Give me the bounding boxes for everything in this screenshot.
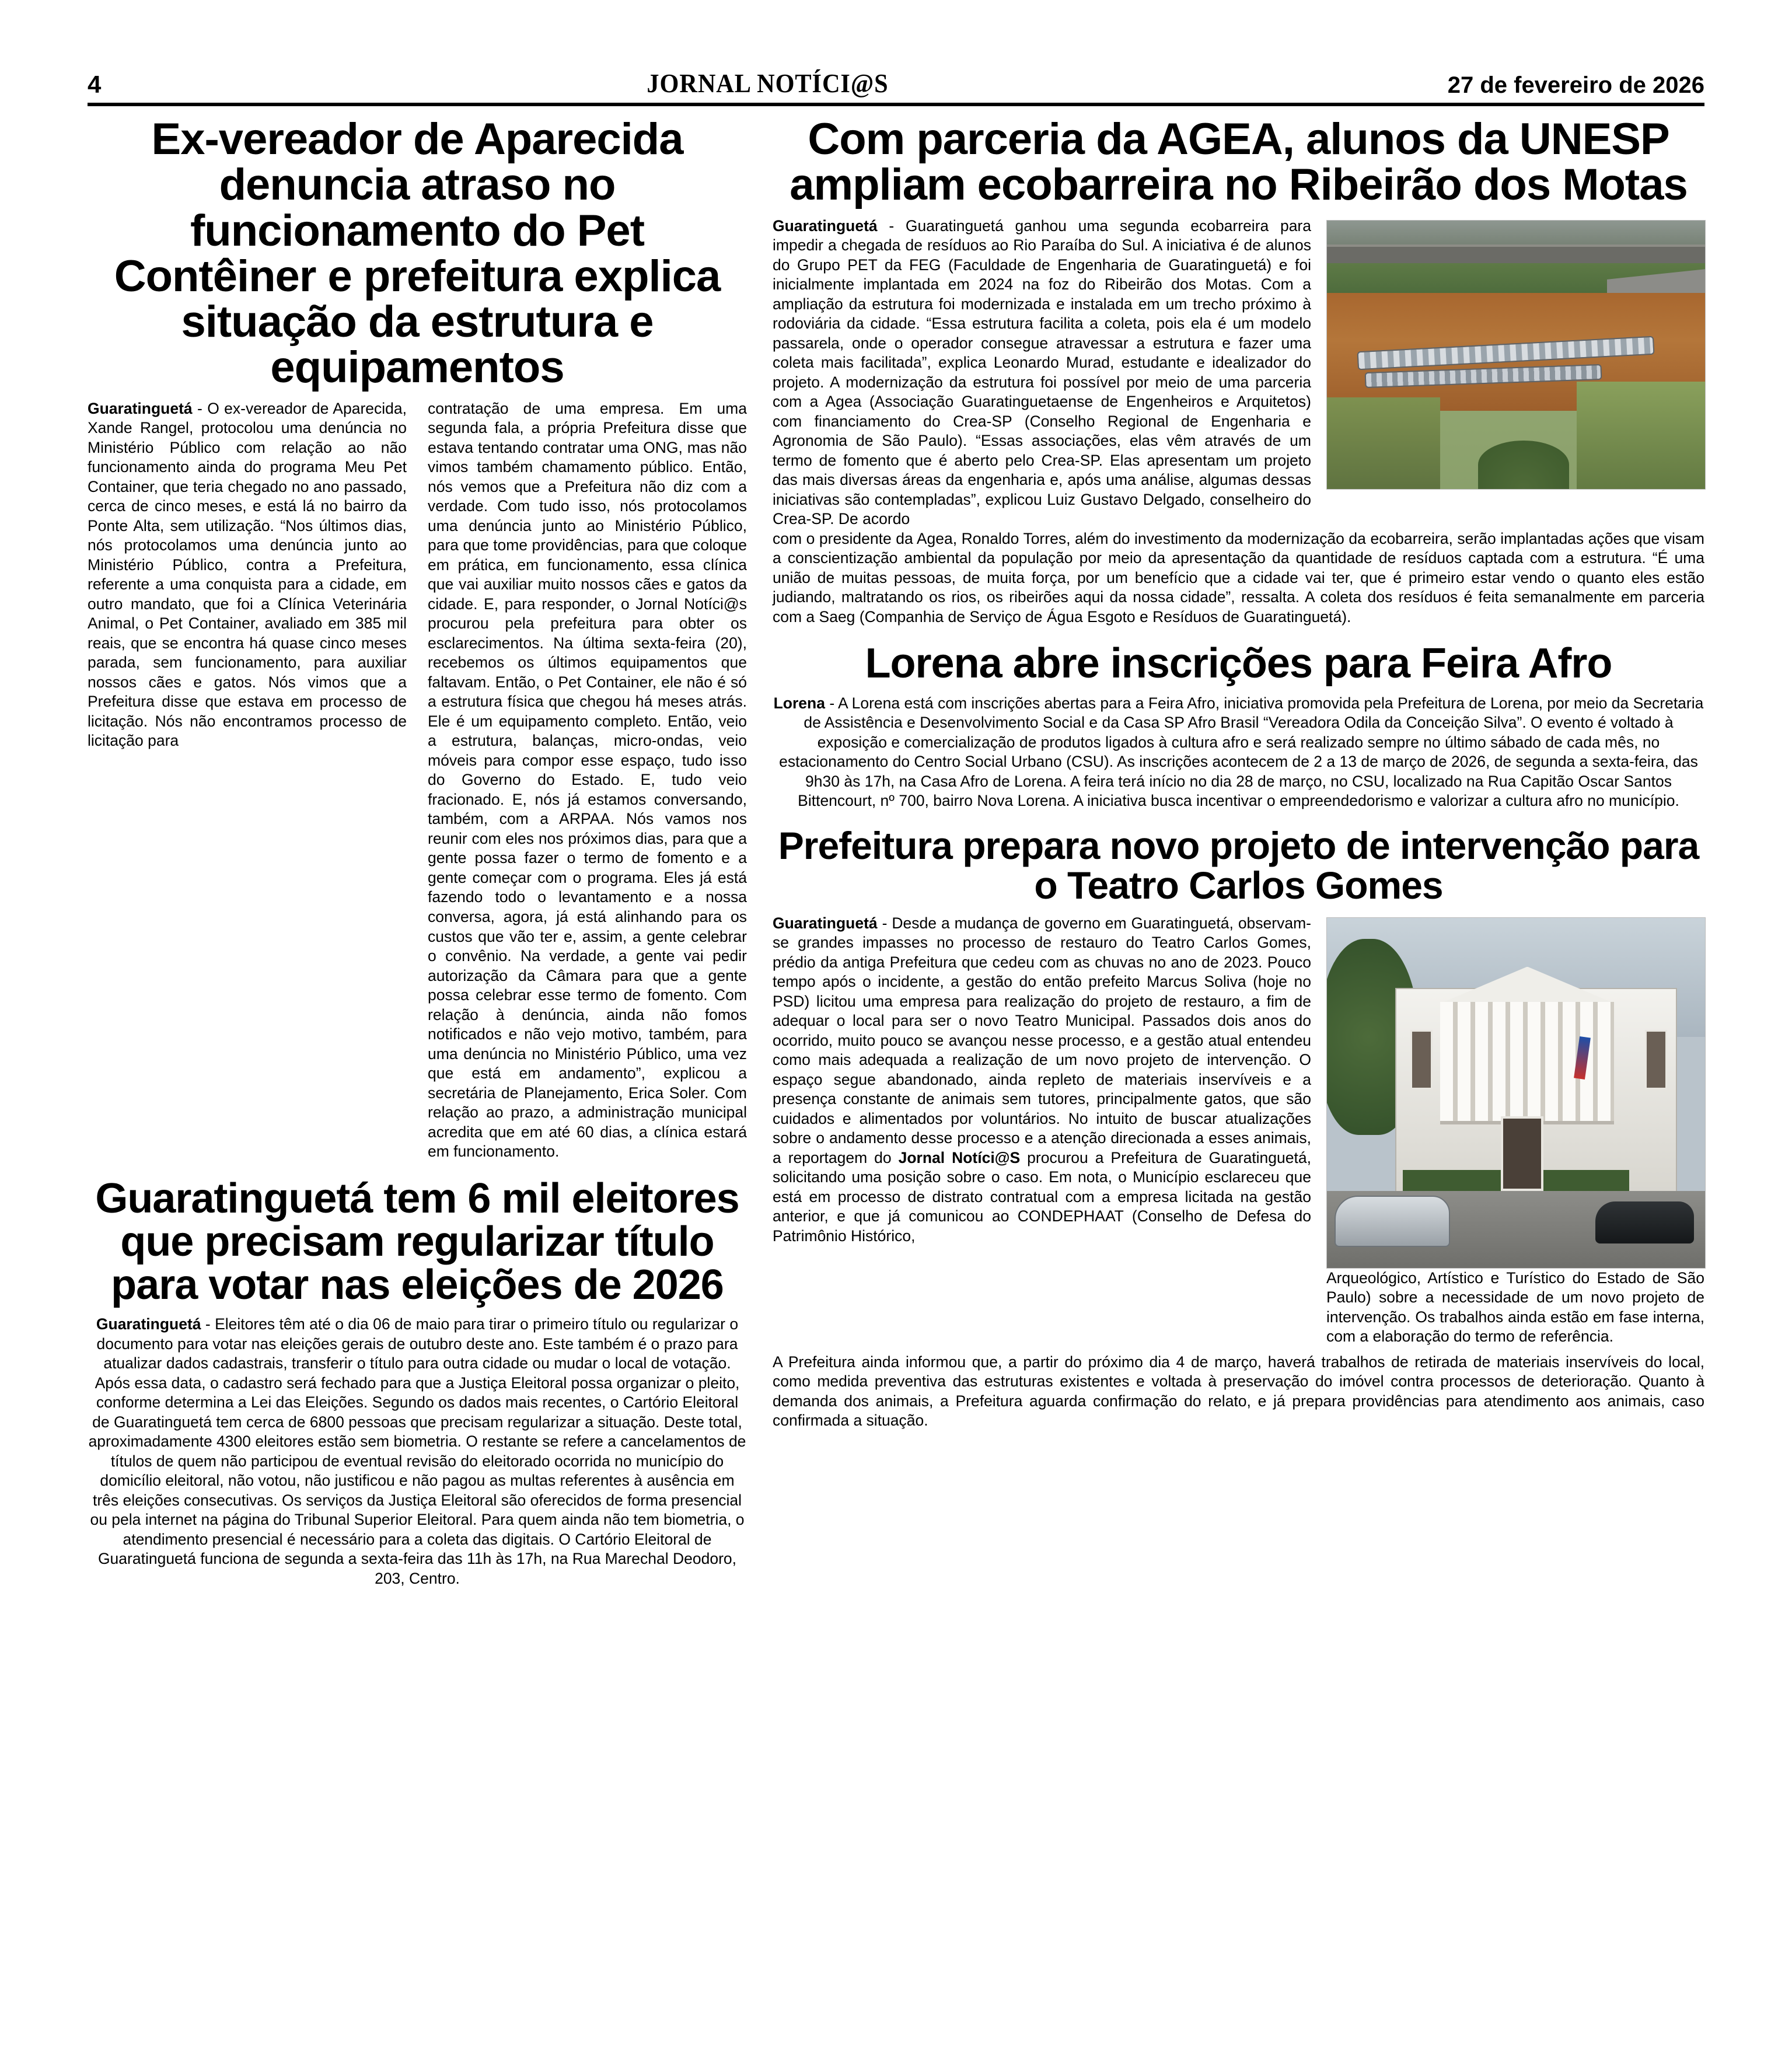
dateline: Guaratinguetá bbox=[773, 914, 878, 932]
article-body-column-2 bbox=[428, 399, 747, 1162]
dateline: Guaratinguetá bbox=[96, 1315, 201, 1333]
body-text: - Desde a mudança de governo em Guaratinguetá, observam-se grandes impasses no processo de restauro do Teatro Carlos Gomes, prédio da antiga Prefeitura que cedeu com as chuvas no ano de 2023. Pouco tempo após o incidente, a gestão do então prefeito Marcus Soliva (hoje no PSD) licitou uma empresa para realização do projeto de restauro, a fim de adequar o local para ser o novo Teatro Municipal. Passados dois anos do ocorrido, muito pouco se avançou nesse processo, e a gestão atual entendeu como mais adequada a realização de um novo projeto de intervenção. O espaço segue abandonado, ainda repleto de materiais inservíveis e a presença constante de animais sem tutores, principalmente gatos, que são cuidados e alimentados por voluntários. No intuito de buscar atualizações sobre o andamento desse processo e a atenção direcionada a esses animais, a reportagem do bbox=[773, 914, 1311, 1166]
body-text: - O ex-vereador de Aparecida, Xande Rangel, protocolou uma denúncia no Ministério Público com relação ao não funcionamento ainda do programa Meu Pet Container, que teria chegado no ano passado, cerca de cinco meses, e está lá no bairro da Ponte Alta, sem utilização. “Nos últimos dias, nós protocolamos uma denúncia junto ao Ministério Público, contra a Prefeitura, referente a uma conquista para a cidade, em outro mandato, que foi a Clínica Veterinária Animal, o Pet Container, avaliado em 385 mil reais, que se encontra há quase cinco meses parada, sem funcionamento, para auxiliar nossos cães e gatos. Nós vimos que a Prefeitura disse que estava em processo de licitação. Nós não encontramos processo de licitação para bbox=[88, 399, 407, 750]
parked-car-silver bbox=[1335, 1196, 1450, 1247]
body-text: - Guaratinguetá ganhou uma segunda ecobarreira para impedir a chegada de resíduos ao Rio Paraíba do Sul. A iniciativa é de alunos do Grupo PET da FEG (Faculdade de Engenharia de Guaratinguetá) e foi inicialmente implantada em 2024 na foz do Ribeirão dos Motas. Com a ampliação da estrutura foi modernizada e instalada em um trecho próximo à rodoviária da cidade. “Essa estrutura facilita a coleta, pois ela é um modelo passarela, onde o operador consegue atravessar a estrutura e fazer uma coleta mais facilitada”, explica Leonardo Murad, estudante e idealizador do projeto. A modernização da estrutura foi possível por meio de uma parceria com a Agea (Associação Guaratinguetaense de Engenheiros e Arquitetos) com financiamento do Crea-SP (Conselho Regional de Engenharia e Agronomia de São Paulo). “Essas associações, elas vêm através de um termo de fomento que é aberto pelo Crea-SP. Elas apresentam um projeto das mais diversas áreas da engenharia e, após uma análise, algumas dessas iniciativas são contempladas”, explicou Luiz Gustavo Delgado, conselheiro do Crea-SP. De acordo bbox=[773, 216, 1311, 528]
article-subcolumns bbox=[88, 399, 747, 1162]
article-headline: Com parceria da AGEA, alunos da UNESP ampliam ecobarreira no Ribeirão dos Motas bbox=[790, 114, 1688, 210]
body-text-cont: procurou a Prefeitura de Guaratinguetá, solicitando uma posição sobre o caso. Em nota, o Município esclareceu que está em processo de distrato contratual com a empresa licitada na gestão anterior, e que já comunicou ao CONDEPHAAT (Conselho de Defesa do Patrimônio Histórico, bbox=[773, 1148, 1311, 1245]
body-text: contratação de uma empresa. Em uma segunda fala, a própria Prefeitura disse que estava tentando contratar uma ONG, mas não vimos também chamamento público. Então, nós vemos que a Prefeitura não diz com a verdade. Com tudo isso, nós protocolamos uma denúncia junto ao Ministério Público, para que tome providências, para que coloque em prática, em funcionamento, essa clínica que vai auxiliar muito nossos cães e gatos da cidade. E, para responder, o Jornal Notíci@s procurou pela prefeitura para obter os esclarecimentos. Na última sexta-feira (20), recebemos os últimos equipamentos que faltavam. Então, o Pet Container, ele não é só a estrutura física que chegou há meses atrás. Ele é um equipamento completo. Então, veio a estrutura, balanças, micro-ondas, veio móveis para compor esse espaço, tudo isso do Governo do Estado. E, tudo veio fracionado. E, nós já estamos conversando, também, com a ARPAA. Nós vamos nos reunir com eles nos próximos dias, para que a gente possa fazer o termo de fomento e a gente começar com o programa. Eles já está fazendo todo o levantamento e a nossa conversa, agora, já está alinhando para os custos que vão ter e, assim, a gente celebrar o convênio. Na verdade, a gente vai pedir autorização da Câmara para que a gente possa celebrar esse termo de fomento. Com relação à denúncia, ainda não fomos notificados e não vejo motivo, também, para uma denúncia no Ministério Público, uma vez que está em andamento”, explicou a secretária de Planejamento, Erica Soler. Com relação ao prazo, a administração municipal acredita que em até 60 dias, a clínica estará em funcionamento. bbox=[428, 399, 747, 1161]
newspaper-name-mention: Jornal Notíci@S bbox=[898, 1148, 1021, 1166]
article-body-column-1 bbox=[88, 399, 407, 1162]
page-columns bbox=[88, 114, 1704, 1604]
river-ecobarrier-image bbox=[1326, 220, 1706, 490]
article-eleitores bbox=[88, 1177, 747, 1589]
article-headline: Prefeitura prepara novo projeto de intervenção para o Teatro Carlos Gomes bbox=[778, 823, 1699, 907]
main-entrance-door bbox=[1501, 1116, 1543, 1191]
article-body bbox=[88, 1315, 747, 1588]
parked-car-dark bbox=[1595, 1201, 1693, 1243]
newspaper-title: JORNAL NOTÍCI@S bbox=[647, 68, 889, 98]
article-ecobarreira bbox=[773, 114, 1704, 627]
article-teatro-carlos-gomes bbox=[773, 823, 1704, 1431]
facade-columns bbox=[1440, 1002, 1614, 1124]
article-pet-container bbox=[88, 114, 747, 1162]
left-column bbox=[88, 114, 747, 1604]
body-text: A Prefeitura ainda informou que, a partir do próximo dia 4 de março, haverá trabalhos de retirada de materiais inservíveis do local, como medida preventiva das estruturas existentes e voltada à preservação do imóvel contra processos de deterioração. Quanto à demanda dos animais, a Prefeitura aguarda confirmação do relato, e já prepara providências para atendimento aos animais, caso confirmada a situação. bbox=[773, 1353, 1704, 1430]
masthead bbox=[88, 70, 1704, 106]
issue-date: 27 de fevereiro de 2026 bbox=[1447, 72, 1704, 98]
teatro-photo-block bbox=[1326, 917, 1704, 1347]
photo-caption: Arqueológico, Artístico e Turístico do Estado de São Paulo) sobre a necessidade de um novo projeto de intervenção. Os trabalhos ainda estão em fase interna, com a elaboração do termo de referência. bbox=[1326, 1269, 1704, 1346]
article-headline: Ex-vereador de Aparecida denuncia atraso no funcionamento do Pet Contêiner e prefeitura explica situação da estrutura e equipamentos bbox=[114, 114, 721, 393]
body-text: - Eleitores têm até o dia 06 de maio para tirar o primeiro título ou regularizar o documento para votar nas eleições gerais de outubro deste ano. Este também é o prazo para atualizar dados cadastrais, transferir o título para outra cidade ou mudar o local de votação. Após essa data, o cadastro será fechado para que a Justiça Eleitoral possa organizar o pleito, conforme determina a Lei das Eleições. Segundo os dados mais recentes, o Cartório Eleitoral de Guaratinguetá tem cerca de 6800 pessoas que precisam regularizar a situação. Deste total, aproximadamente 4300 eleitores estão sem biometria. O restante se refere a cancelamentos de títulos de quem não participou de eventual revisão do eleitorado ocorrida no município do domicílio eleitoral, não votou, não justificou e não pagou as multas referentes à ausência em três eleições consecutivas. Os serviços da Justiça Eleitoral são oferecidos de forma presencial ou pela internet na página do Tribunal Superior Eleitoral. Para quem ainda não tem biometria, o atendimento presencial é necessário para a coleta das digitais. O Cartório Eleitoral de Guaratinguetá funciona de segunda a sexta-feira das 11h às 17h, na Rua Marechal Deodoro, 203, Centro. bbox=[88, 1315, 746, 1587]
dateline: Lorena bbox=[773, 694, 825, 712]
article-body-part-2 bbox=[773, 529, 1704, 627]
article-body bbox=[773, 694, 1704, 811]
right-column bbox=[773, 114, 1704, 1446]
ecobarreira-photo bbox=[1326, 220, 1704, 490]
article-feira-afro bbox=[773, 642, 1704, 811]
body-text: com o presidente da Agea, Ronaldo Torres, além do investimento da modernização da ecobarreira, serão implantadas ações que visam a conscientização ambiental da população por meio da apresentação da quantidade de resíduos captada com a estrutura. “É uma união de muitas pessoas, de muita força, por um benefício que a cidade vai ter, que é primeiro estar vendo o quanto eles estão judiando, maltratando os rios, os ribeirões aqui da nossa cidade”, ressalta. A coleta dos resíduos é feita semanalmente em parceria com a Saeg (Companhia de Serviço de Água Esgoto e Resíduos de Guaratinguetá). bbox=[773, 529, 1704, 626]
right-grass-bank bbox=[1577, 382, 1705, 489]
page-number: 4 bbox=[88, 71, 102, 98]
body-text: - A Lorena está com inscrições abertas para a Feira Afro, iniciativa promovida pela Prefeitura de Lorena, por meio da Secretaria de Assistência e Desenvolvimento Social e da Casa SP Afro Brasil “Vereadora Odila da Conceição Silva”. O evento é voltado à exposição e comercialização de produtos ligados à cultura afro e será realizado sempre no último sábado de cada mês, no estacionamento do Centro Social Urbano (CSU). As inscrições acontecem de 2 a 13 de março de 2026, de segunda a sexta-feira, das 9h30 às 17h, na Casa Afro de Lorena. A feira terá início no dia 28 de março, no CSU, localizado na Rua Capitão Oscar Santos Bittencourt, nº 700, bairro Nova Lorena. A iniciativa busca incentivar o empreendedorismo e valorizar a cultura afro no município. bbox=[779, 694, 1704, 810]
teatro-carlos-gomes-photo bbox=[1326, 917, 1706, 1269]
window-right bbox=[1645, 1030, 1667, 1089]
foreground-bush bbox=[1478, 441, 1569, 489]
window-left bbox=[1410, 1030, 1433, 1089]
dateline: Guaratinguetá bbox=[773, 216, 878, 235]
article-headline: Lorena abre inscrições para Feira Afro bbox=[865, 640, 1612, 687]
article-body-part-2 bbox=[773, 1353, 1704, 1431]
article-headline: Guaratinguetá tem 6 mil eleitores que precisam regularizar título para votar nas eleições de 2026 bbox=[95, 1175, 739, 1309]
left-grass-bank bbox=[1327, 397, 1440, 488]
dateline: Guaratinguetá bbox=[88, 399, 193, 417]
